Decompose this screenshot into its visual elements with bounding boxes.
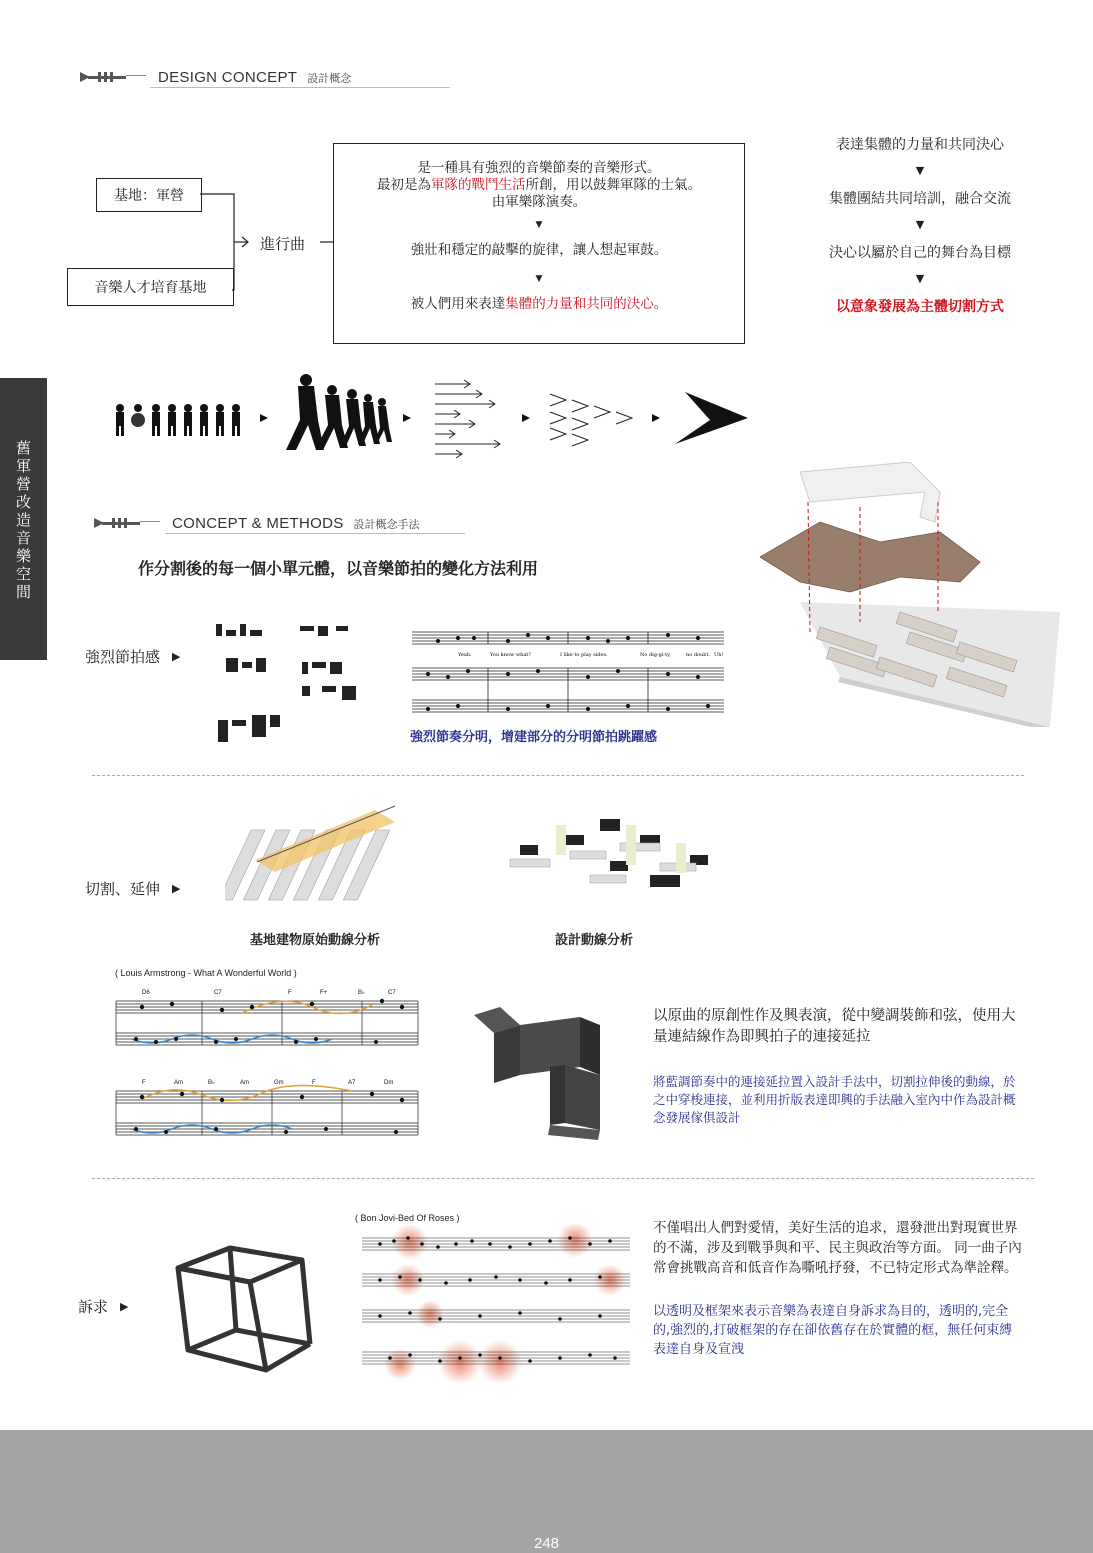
right-arrow-icon xyxy=(652,414,660,422)
desc-line5: 被人們用來表達集體的力量和共同的決心。 xyxy=(410,296,668,312)
desc-line1: 是一種具有強烈的音樂節奏的音樂形式。 xyxy=(417,160,661,176)
bonjovi-sheet-music xyxy=(360,1224,635,1394)
sidebar-tab xyxy=(0,378,47,660)
chord-bottom-3: B♭ xyxy=(208,1080,215,1086)
appeal-row-label xyxy=(78,1296,128,1317)
chord-top-3: F xyxy=(288,990,292,996)
armstrong-text-1: 以原曲的原創性作及興表演，從中變調裝飾和弦，使用大量連結線作為即興拍子的連接延拉 xyxy=(653,1008,1016,1045)
chain-item-1: 表達集體的力量和共同決心 xyxy=(836,137,1004,153)
down-triangle-icon: ▼ xyxy=(915,272,925,285)
trumpet-icon xyxy=(92,514,162,532)
right-arrow-icon xyxy=(522,414,530,422)
chord-top-4: F+ xyxy=(320,990,328,996)
abstract-arrow-graphic xyxy=(675,392,748,444)
section-title-en: DESIGN CONCEPT xyxy=(158,69,298,86)
folded-plate-model xyxy=(470,1005,620,1145)
header-rule xyxy=(165,533,465,534)
original-circulation-diagram xyxy=(225,800,415,905)
down-triangle-icon: ▼ xyxy=(915,218,925,231)
right-arrow-icon xyxy=(403,414,411,422)
page-number: 248 xyxy=(533,1535,560,1552)
sheet-music-strong-beat xyxy=(408,624,728,724)
chord-top-1: D6 xyxy=(142,990,150,996)
lyric-1: Yeah. xyxy=(458,652,472,658)
down-triangle-icon: ▼ xyxy=(915,164,925,177)
chain-conclusion: 以意象發展為主體切割方式 xyxy=(836,299,1004,315)
cut-caption-left: 基地建物原始動線分析 xyxy=(250,933,381,948)
section-title-zh: 設計概念手法 xyxy=(353,518,420,531)
chord-bottom-6: F xyxy=(312,1080,316,1086)
desc-line4: 強壯和穩定的敲擊的旋律，讓人想起軍鼓。 xyxy=(410,242,668,258)
march-abstraction-sequence xyxy=(110,370,760,470)
down-arrow-icon: ▼ xyxy=(535,274,543,284)
chain-item-3: 決心以屬於自己的舞台為目標 xyxy=(829,245,1011,261)
beat-row-label xyxy=(85,646,180,667)
site-label: 基地：軍營 xyxy=(114,188,184,204)
beat-label: 強烈節拍感 xyxy=(85,648,161,666)
chord-bottom-4: Am xyxy=(240,1080,249,1086)
header-rule xyxy=(150,87,450,88)
sidebar-label: 舊軍營改造音樂空間 xyxy=(14,440,32,602)
right-arrow-icon xyxy=(260,414,268,422)
march-description-box xyxy=(333,143,745,344)
chord-top-6: C7 xyxy=(388,990,396,996)
trumpet-icon xyxy=(78,68,148,86)
building-3d-model xyxy=(760,462,1060,727)
site-box xyxy=(96,178,202,212)
dashed-divider xyxy=(92,1178,1034,1179)
wireframe-cube-model xyxy=(170,1240,330,1380)
chord-bottom-8: Dm xyxy=(384,1080,394,1086)
armstrong-sheet-music xyxy=(112,983,422,1148)
lyric-4: No dig-gi-ty, xyxy=(640,652,671,658)
bonjovi-text-1: 不僅唱出人們對愛情，美好生活的追求，還發泄出對現實世界的不滿，涉及到戰爭與和平、民主與政治等方面。 同一曲子內常會挑戰高音和低音作為嘶吼抒發，不已特定形式為準詮釋。 xyxy=(653,1220,1022,1276)
lyric-2: You know what? xyxy=(490,652,531,658)
section-header-design-concept xyxy=(78,68,351,86)
appeal-label: 訴求 xyxy=(78,1298,109,1316)
bonjovi-text-2: 以透明及框架來表示音樂為表達自身訴求為目的，透明的,完全的,強烈的,打破框架的存在卻依舊存在於實體的框，無任何束縛表達自身及宣洩 xyxy=(653,1304,1013,1357)
chord-bottom-2: Am xyxy=(174,1080,183,1086)
beat-block-diagram xyxy=(212,620,372,750)
chord-top-5: B♭ xyxy=(358,990,365,996)
design-circulation-diagram xyxy=(500,815,730,895)
cut-row-label xyxy=(85,878,180,899)
chord-top-2: C7 xyxy=(214,990,222,996)
right-chain xyxy=(800,135,1040,317)
chevrons-graphic xyxy=(550,394,632,446)
march-label: 進行曲 xyxy=(260,235,306,253)
chord-bottom-7: A7 xyxy=(348,1080,356,1086)
marching-band-silhouette xyxy=(116,404,240,436)
armstrong-title: ( Louis Armstrong - What A Wonderful World ) xyxy=(115,968,297,978)
lyric-3: I like to play sides. xyxy=(560,652,608,658)
cut-caption-right: 設計動線分析 xyxy=(555,933,634,948)
armstrong-text-2: 將藍調節奏中的連接延拉置入設計手法中，切割拉伸後的動線，於之中穿梭連接，並利用折版表達即興的手法融入室內中作為設計概念發展傢俱設計 xyxy=(653,1074,1016,1125)
desc-line3: 由軍樂隊演奏。 xyxy=(491,194,587,210)
play-triangle-icon: ▶ xyxy=(172,650,181,663)
methods-heading: 作分割後的每一個小單元體，以音樂節拍的變化方法利用 xyxy=(138,559,539,578)
walking-figures-silhouette xyxy=(286,374,392,450)
cut-label: 切割、延伸 xyxy=(85,880,161,898)
chord-bottom-5: Gm xyxy=(274,1080,284,1086)
play-triangle-icon: ▶ xyxy=(172,882,181,895)
music-base-label: 音樂人才培育基地 xyxy=(94,280,207,296)
play-triangle-icon: ▶ xyxy=(120,1300,129,1313)
chain-item-2: 集體團結共同培訓，融合交流 xyxy=(829,191,1011,207)
section-title-en: CONCEPT & METHODS xyxy=(172,515,344,532)
parallel-arrows-graphic xyxy=(435,380,500,458)
section-header-concept-methods xyxy=(92,514,420,532)
bonjovi-title: ( Bon Jovi-Bed Of Roses ) xyxy=(355,1213,460,1223)
lyric-5: no doubt. xyxy=(686,652,711,658)
down-arrow-icon: ▼ xyxy=(535,220,543,230)
beat-caption: 強烈節奏分明，增建部分的分明節拍跳躍感 xyxy=(410,730,658,745)
desc-line2: 最初是為軍隊的戰鬥生活所創，用以鼓舞軍隊的士氣。 xyxy=(377,177,701,193)
section-title-zh: 設計概念 xyxy=(307,72,352,85)
dashed-divider xyxy=(92,775,1024,776)
chord-bottom-1: F xyxy=(142,1080,146,1086)
lyric-6: Uh! xyxy=(714,652,724,658)
